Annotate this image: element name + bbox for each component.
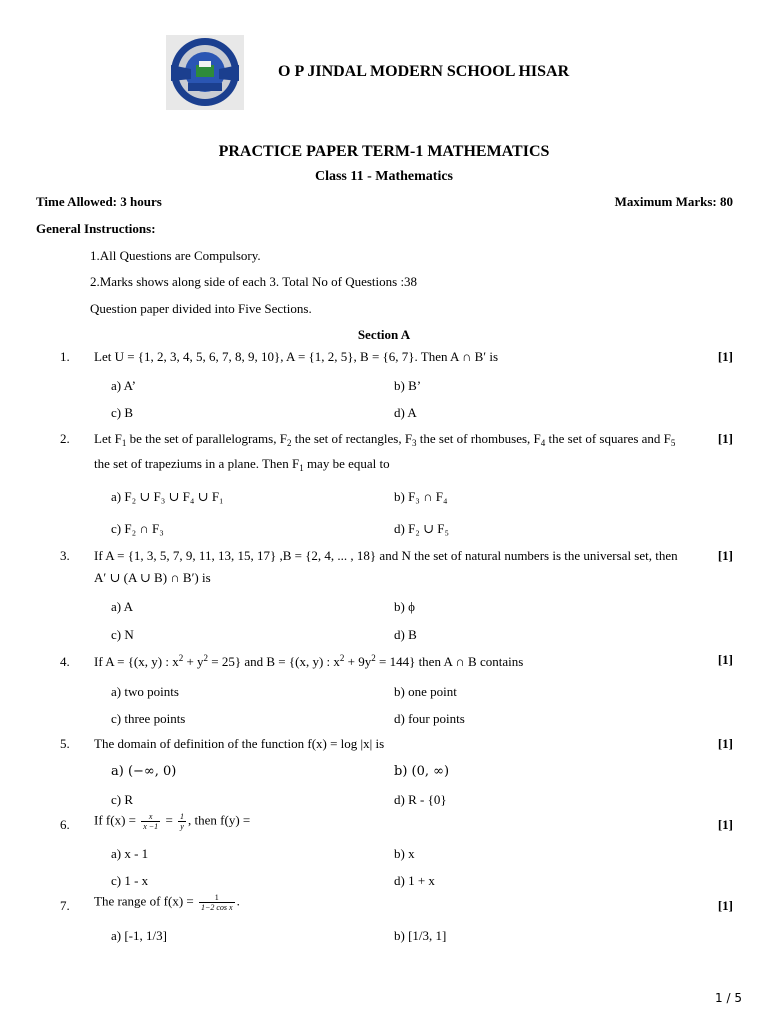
question-number: 6. bbox=[60, 817, 70, 832]
question-text: If f(x) = $\frac{x}{x -1}$ = $\frac{1}{y}$ , then f(y) = bbox=[94, 812, 251, 831]
option: c) N bbox=[111, 627, 134, 642]
option: d) four points bbox=[394, 711, 465, 726]
section-title: Section A bbox=[357, 327, 411, 342]
option: a) F₂ ∪ F₃ ∪ F₄ ∪ F₁ bbox=[111, 489, 224, 504]
question-mark: [1] bbox=[717, 349, 733, 364]
question-text-line2: the set of trapeziums in a plane. Then $F_1$ may be equal to bbox=[94, 456, 390, 473]
question-text: Let $F_1$ be the set of parallelograms, $F_2$ the set of rectangles, $F_3$ the set of rhombuses, $F_4$ the set of squares and $F_5$ bbox=[94, 431, 676, 448]
question-text: If A = {(x, y) : $x^2 + y^2 = 25$} and B = {(x, y) : $x^2 + 9y^2 = 144$} then A ∩ B contains bbox=[94, 653, 524, 669]
option: d) F₂ ∪ F₅ bbox=[394, 521, 449, 536]
option: c) three points bbox=[111, 711, 186, 726]
option: a) A bbox=[111, 599, 134, 614]
option: b) F₃ ∩ F₄ bbox=[394, 489, 448, 504]
option: b) (0, ∞) bbox=[394, 764, 450, 779]
question-text: The domain of definition of the function f(x) = log |x| is bbox=[94, 736, 385, 751]
question-number: 5. bbox=[60, 736, 70, 751]
instruction-item: 1.All Questions are Compulsory. bbox=[90, 248, 261, 263]
option: d) R - {0} bbox=[394, 792, 447, 807]
fraction: $\frac{1}{\text{1−2 cos x}}$ bbox=[200, 893, 233, 912]
option: a) (−∞, 0) bbox=[111, 764, 177, 779]
option: a) two points bbox=[111, 684, 179, 699]
question-number: 7. bbox=[60, 898, 70, 913]
class-line: Class 11 - Mathematics bbox=[314, 169, 454, 184]
option: d) B bbox=[394, 627, 417, 642]
option: b) ϕ bbox=[394, 599, 415, 614]
option: b) one point bbox=[394, 684, 457, 699]
question-number: 1. bbox=[60, 349, 70, 364]
fraction: $\frac{x}{x -1}$ bbox=[143, 812, 159, 831]
question-mark: [1] bbox=[717, 817, 733, 832]
question-number: 2. bbox=[60, 431, 70, 446]
option: b) x bbox=[394, 846, 415, 861]
question-text: The range of f(x) = $\frac{1}{\text{1−2 cos x}}$ . bbox=[94, 893, 240, 912]
fraction: $\frac{1}{y}$ bbox=[180, 812, 185, 831]
option: c) 1 - x bbox=[111, 873, 149, 888]
question-number: 3. bbox=[60, 548, 70, 563]
question-mark: [1] bbox=[717, 652, 733, 667]
instruction-item: Question paper divided into Five Sections. bbox=[90, 301, 312, 316]
max-marks: Maximum Marks: 80 bbox=[614, 194, 733, 209]
paper-title: PRACTICE PAPER TERM-1 MATHEMATICS bbox=[218, 143, 550, 160]
option: b) [1/3, 1] bbox=[394, 928, 447, 943]
question-mark: [1] bbox=[717, 736, 733, 751]
instructions-heading: General Instructions: bbox=[36, 221, 156, 236]
school-name: O P JINDAL MODERN SCHOOL HISAR bbox=[278, 63, 570, 80]
question-number: 4. bbox=[60, 654, 70, 669]
question-mark: [1] bbox=[717, 898, 733, 913]
question-mark: [1] bbox=[717, 431, 733, 446]
option: a) [-1, 1/3] bbox=[111, 928, 167, 943]
time-allowed: Time Allowed: 3 hours bbox=[36, 194, 162, 209]
page-number: 1 / 5 bbox=[715, 991, 742, 1005]
option: c) F₂ ∩ F₃ bbox=[111, 521, 164, 536]
school-logo bbox=[166, 35, 244, 110]
question-text: If A = {1, 3, 5, 7, 9, 11, 13, 15, 17} ,B = {2, 4, ... , 18} and N the set of natural numbers is the universal set, then bbox=[94, 548, 678, 563]
instruction-item: 2.Marks shows along side of each 3. Total No of Questions :38 bbox=[90, 274, 418, 289]
question-text-line2: A′ ∪ (A ∪ B) ∩ B′) is bbox=[94, 570, 211, 585]
question-text: Let U = {1, 2, 3, 4, 5, 6, 7, 8, 9, 10}, A = {1, 2, 5}, B = {6, 7}. Then A ∩ B′ is bbox=[94, 349, 499, 364]
question-mark: [1] bbox=[717, 548, 733, 563]
option: b) B’ bbox=[394, 378, 422, 393]
option: a) x - 1 bbox=[111, 846, 149, 861]
option: d) A bbox=[394, 405, 417, 420]
option: a) A’ bbox=[111, 378, 136, 393]
option: d) 1 + x bbox=[394, 873, 435, 888]
option: c) B bbox=[111, 405, 134, 420]
option: c) R bbox=[111, 792, 134, 807]
